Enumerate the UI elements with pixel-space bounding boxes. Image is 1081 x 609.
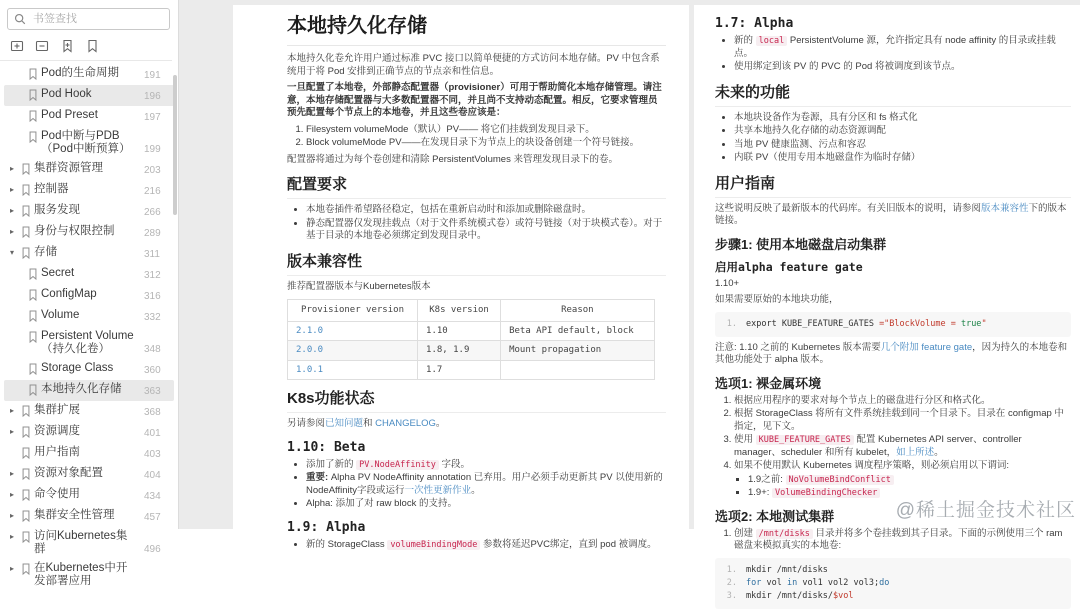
bookmark-icon: [86, 39, 99, 53]
table-cell: 1.8, 1.9: [418, 341, 501, 361]
bookmark-leaf-icon: [28, 131, 38, 143]
sidebar-item[interactable]: [4, 264, 174, 285]
text-run: 。: [435, 418, 446, 429]
text-run: 内联 PV（使用专用本地磁盘作为临时存储）: [734, 152, 921, 163]
doc-heading: 步骤1: 使用本地磁盘启动集群: [715, 236, 887, 252]
text-run: Filesystem volumeMode（默认）PV—— 将它们挂载到发现目录下。: [306, 123, 595, 135]
text-run: 这些说明反映了最新版本的代码库。有关旧版本的说明，请参阅: [715, 202, 982, 214]
inline-link[interactable]: 几个附加 feature gate: [880, 341, 973, 353]
text-run: ="BlockVolume =: [879, 318, 961, 329]
sidebar-item[interactable]: [4, 401, 174, 422]
watermark: @稀土掘金技术社区: [895, 500, 1076, 521]
inline-link[interactable]: 1.0.1: [296, 364, 324, 375]
doc-heading: 1.7: Alpha: [715, 16, 794, 31]
sidebar-item-page-number: 368: [144, 407, 161, 418]
text-run: 1.9+:: [748, 487, 773, 498]
doc-heading: 未来的功能: [715, 84, 1071, 107]
text-run: 添加了新的: [306, 458, 357, 470]
bookmark-leaf-icon: [21, 563, 31, 575]
inline-link[interactable]: 版本兼容性: [981, 202, 1029, 214]
text-run: 参数将延迟PVC绑定，直到 pod 被调度。: [480, 538, 657, 550]
bookmark-leaf-icon: [21, 531, 34, 545]
list-item: [748, 474, 1071, 487]
text-run: 新的 StorageClass: [306, 538, 388, 550]
list-item: [306, 218, 666, 243]
sidebar-item[interactable]: [4, 180, 174, 201]
inline-code: KUBE_FEATURE_GATES: [756, 435, 854, 445]
code-block: [715, 312, 1071, 337]
text-run: mkdir /mnt/disks/: [746, 590, 833, 601]
sidebar-item-page-number: 496: [144, 544, 161, 555]
sidebar-item[interactable]: [4, 222, 174, 243]
sidebar-item-page-number: 312: [144, 270, 161, 281]
sidebar-item[interactable]: [4, 243, 174, 264]
doc-list: [287, 124, 666, 150]
sidebar-item-page-number: 401: [144, 428, 161, 439]
list-item: [734, 460, 1071, 500]
text-run: mkdir /mnt/disks: [746, 564, 828, 575]
sidebar-item-label: 本地持久化存储: [41, 383, 122, 395]
search-icon: [14, 13, 26, 25]
text-run: 本地持久化卷允许用户通过标准 PVC 接口以简单便捷的方式访问本地存储。PV 中包含系统用于将 Pod 安排到正确节点的节点亲和性信息。: [287, 53, 660, 77]
doc-heading: 启用alpha feature gate: [715, 259, 863, 274]
sidebar-item-page-number: 289: [144, 228, 161, 239]
text-run: Block volumeMode PV——在发现目录下为节点上的块设备创建一个符号链接。: [306, 137, 640, 148]
add-bookmark-icon: [61, 39, 74, 53]
list-item: [734, 528, 1071, 553]
text-run: 字段。: [438, 458, 471, 470]
doc-paragraph: [287, 418, 666, 431]
sidebar-item[interactable]: [4, 380, 174, 401]
version-table: [287, 299, 655, 380]
bookmark-leaf-icon: [21, 247, 31, 259]
sidebar-item-label: Pod Preset: [41, 109, 98, 121]
doc-paragraph: [715, 278, 1071, 291]
list-item: [734, 152, 1071, 165]
text-run: 和: [363, 418, 376, 429]
text-run: 共享本地持久化存储的动态资源调配: [734, 125, 887, 136]
doc-list: [715, 528, 1071, 553]
list-item: [306, 137, 666, 150]
doc-paragraph: [287, 154, 666, 167]
list-item: [306, 472, 666, 497]
bookmark-leaf-icon: [21, 426, 34, 440]
chevron-right-icon[interactable]: ▸: [10, 206, 15, 215]
text-run: Alpha: 添加了对 raw block 的支持。: [306, 498, 457, 509]
bookmark-leaf-icon: [21, 447, 31, 459]
expand-all-button[interactable]: [9, 38, 25, 54]
text-run: 本地卷插件希望路径稳定，包括在重新启动时和添加或删除磁盘时。: [306, 204, 592, 215]
sidebar-item[interactable]: [4, 85, 174, 106]
chevron-right-icon[interactable]: ▸: [10, 490, 15, 499]
sidebar-item-page-number: 403: [144, 449, 161, 460]
text-run: 静态配置器仅发现挂载点（对于文件系统模式卷）或符号链接（对于块模式卷）。对于基于目录的本地卷必须绑定到发现目录中。: [306, 217, 663, 241]
doc-paragraph: [715, 294, 1071, 307]
doc-paragraph: [287, 82, 666, 120]
table-header-cell: K8s version: [418, 300, 501, 322]
bookmark-tree: [0, 61, 178, 587]
bookmark-leaf-icon: [21, 447, 34, 461]
sidebar-item-page-number: 216: [144, 186, 161, 197]
list-item: [306, 204, 666, 217]
bookmark-leaf-icon: [21, 163, 31, 175]
list-item: [306, 539, 666, 552]
sidebar-item-page-number: 311: [144, 249, 160, 260]
sidebar-item-label: 存储: [34, 246, 57, 258]
text-run: 使用: [734, 434, 756, 445]
sidebar-item-label: 身份与权限控制: [34, 225, 115, 237]
sidebar-item-label: Pod的生命周期: [41, 67, 119, 79]
sidebar-item-label: 用户指南: [34, 446, 80, 458]
inline-link[interactable]: 2.0.0: [296, 345, 324, 355]
bookmark-leaf-icon: [21, 563, 34, 577]
text-run: vol: [761, 577, 787, 588]
text-run: 本地块设备作为卷源，具有分区和 fs 格式化: [734, 111, 918, 123]
sidebar-item-label: 访问Kubernetes集群: [34, 530, 128, 555]
document-page-left: [233, 5, 689, 550]
chevron-right-icon[interactable]: ▸: [10, 511, 15, 520]
sidebar-item-label: Secret: [41, 267, 75, 279]
doc-paragraph: [715, 203, 1071, 228]
sidebar-item[interactable]: [4, 106, 174, 127]
sidebar-item-page-number: 199: [144, 144, 161, 155]
bookmark-leaf-icon: [28, 289, 41, 303]
bookmark-leaf-icon: [28, 384, 41, 398]
sidebar-item-page-number: 363: [144, 386, 161, 397]
text-run: 推荐配置器版本与Kubernetes版本: [287, 280, 431, 292]
bookmark-leaf-icon: [28, 331, 41, 345]
bookmark-leaf-icon: [28, 268, 41, 282]
bookmark-leaf-icon: [21, 405, 34, 419]
inline-link[interactable]: 已知问题: [325, 418, 364, 429]
table-header-cell: Provisioner version: [288, 300, 418, 322]
bookmark-leaf-icon: [28, 310, 41, 324]
text-run: 配置 Kubernetes API server、controller manager、scheduler 和所有 kubelet，: [734, 434, 1022, 458]
text-run: for: [746, 577, 762, 588]
bookmark-leaf-icon: [28, 68, 41, 82]
bookmark-leaf-icon: [28, 363, 41, 377]
sidebar-item-page-number: 266: [144, 207, 161, 218]
sidebar-item-label: Pod中断与PDB（Pod中断预算）: [41, 130, 131, 155]
text-run: true: [960, 318, 982, 329]
list-item: [734, 434, 1071, 459]
sidebar-item-page-number: 203: [144, 165, 161, 176]
text-run: ，因为持久的本地卷和其他功能处于 alpha 版本。: [715, 341, 1068, 365]
bookmark-leaf-icon: [21, 226, 34, 240]
code-line: [719, 577, 1063, 590]
bookmark-leaf-icon: [21, 510, 34, 524]
line-number: 1.: [726, 318, 737, 329]
text-run: 新的: [734, 35, 756, 46]
text-run: 目录并将多个卷挂载到其子目录。下面的示例使用三个 ram 磁盘来模拟真实的本地卷:: [734, 527, 1063, 551]
bookmark-leaf-icon: [28, 110, 41, 124]
bookmark-leaf-icon: [21, 426, 31, 438]
list-item: [734, 395, 1071, 408]
list-item: [306, 498, 666, 511]
doc-list: [715, 35, 1071, 74]
bookmark-leaf-icon: [28, 68, 38, 80]
chevron-right-icon[interactable]: ▸: [10, 427, 15, 436]
text-run: Alpha PV NodeAffinity annotation 已弃用。用户必须手动更新其 PV 以使用新的 NodeAffinity字段或运行: [306, 472, 663, 496]
sidebar-item-label: Pod Hook: [41, 88, 92, 100]
table-header-cell: Reason: [501, 300, 655, 322]
sidebar-item-label: 集群扩展: [34, 404, 80, 416]
bookmark-leaf-icon: [28, 289, 38, 301]
sidebar-item-page-number: 316: [144, 291, 161, 302]
code-block: [715, 558, 1071, 609]
doc-list: [287, 459, 666, 511]
sidebar-item-page-number: 404: [144, 470, 161, 481]
doc-paragraph: [715, 342, 1071, 367]
bookmark-leaf-icon: [21, 163, 34, 177]
list-item: [734, 112, 1071, 125]
doc-list: [715, 112, 1071, 165]
sidebar-item-label: Storage Class: [41, 362, 114, 374]
sidebar-item-page-number: 360: [144, 365, 161, 376]
text-run: vol1 vol2 vol3;: [797, 577, 880, 588]
bookmark-leaf-icon: [21, 205, 31, 217]
inline-code: VolumeBindingChecker: [772, 488, 880, 498]
list-item: [306, 459, 666, 472]
sidebar-item[interactable]: [4, 127, 174, 159]
code-line: [719, 590, 1063, 603]
inline-link[interactable]: CHANGELOG: [375, 418, 436, 429]
sidebar-item-label: Persistent Volume（持久化卷）: [41, 330, 134, 355]
text-run: 如果不使用默认 Kubernetes 调度程序策略，则必须启用以下谓词:: [734, 460, 1010, 471]
sidebar-item-label: 在Kubernetes中开发部署应用: [34, 562, 128, 587]
chevron-right-icon[interactable]: ▸: [10, 227, 15, 236]
doc-paragraph: [287, 281, 666, 294]
inline-link[interactable]: 2.1.0: [296, 325, 324, 336]
bookmark-button[interactable]: [84, 38, 100, 54]
doc-list: [287, 539, 666, 552]
sidebar-item[interactable]: [4, 506, 174, 527]
table-cell: [288, 341, 418, 361]
sidebar-item-label: ConfigMap: [41, 288, 97, 300]
list-item: [734, 408, 1071, 433]
bookmark-leaf-icon: [28, 89, 38, 101]
chevron-right-icon[interactable]: ▸: [10, 185, 15, 194]
bookmark-sidebar: [0, 0, 178, 587]
inline-code: volumeBindingMode: [387, 540, 480, 550]
line-number: 3.: [726, 590, 737, 601]
text-run: 当地 PV 健康监测、污点和容忍: [734, 138, 866, 150]
bookmark-leaf-icon: [21, 489, 34, 503]
collapse-all-button[interactable]: [34, 38, 50, 54]
bookmark-leaf-icon: [28, 110, 38, 122]
list-item: [734, 125, 1071, 138]
text-run: 如果需要原始的本地块功能，: [715, 294, 839, 305]
sidebar-item-page-number: 197: [144, 112, 161, 123]
doc-list: [715, 395, 1071, 500]
doc-list: [287, 204, 666, 243]
sidebar-item[interactable]: [4, 327, 174, 359]
bookmark-leaf-icon: [28, 331, 38, 343]
list-item: [734, 35, 1071, 60]
sidebar-item-page-number: 348: [144, 344, 161, 355]
bookmark-leaf-icon: [28, 268, 38, 280]
chevron-right-icon[interactable]: ▸: [10, 164, 15, 173]
doc-heading: 配置要求: [287, 176, 666, 199]
text-run: 创建: [734, 527, 756, 539]
sidebar-item-label: 服务发现: [34, 204, 80, 216]
text-run: 。: [934, 446, 944, 458]
bookmark-leaf-icon: [21, 510, 31, 522]
document-page-right: [694, 5, 1081, 601]
doc-heading: 版本兼容性: [287, 253, 666, 276]
line-number: 2.: [726, 577, 737, 588]
bookmark-leaf-icon: [21, 489, 31, 501]
sidebar-item[interactable]: [4, 464, 174, 485]
sidebar-scrollbar[interactable]: [173, 75, 177, 215]
table-row: [288, 360, 655, 380]
doc-heading: 本地持久化存储: [287, 14, 666, 46]
inline-code: /mnt/disks: [756, 529, 813, 539]
inline-link[interactable]: 一次性更新作业: [404, 484, 472, 496]
doc-heading: 选项1: 裸金属环境: [715, 375, 822, 391]
table-cell: [288, 360, 418, 380]
chevron-right-icon[interactable]: ▸: [10, 564, 15, 573]
text-run: 一旦配置了本地卷，外部静态配置器（provisioner）可用于帮助简化本地存储管理。请注意，本地存储配置器与大多数配置器不同，并且尚不支持动态配置。相反，它要求管理员预先配置每个节点上的本地卷，并且这些卷应该是：: [287, 82, 662, 118]
bookmark-toolbar: [0, 30, 172, 61]
text-run: in: [786, 577, 798, 588]
line-number: 1.: [726, 564, 737, 575]
table-row: [288, 341, 655, 361]
sidebar-item[interactable]: [4, 64, 174, 85]
sidebar-item[interactable]: [4, 559, 174, 591]
sidebar-item[interactable]: [4, 485, 174, 506]
text-run: ": [981, 318, 987, 329]
sidebar-item-label: 资源对象配置: [34, 467, 103, 479]
table-cell: [288, 321, 418, 341]
bookmark-leaf-icon: [21, 468, 34, 482]
bookmark-leaf-icon: [21, 468, 31, 480]
doc-heading: 1.9: Alpha: [287, 519, 366, 535]
sidebar-item-label: 命令使用: [34, 488, 80, 500]
text-run: export KUBE_FEATURE_GATES: [746, 318, 880, 329]
table-cell: 1.10: [418, 321, 501, 341]
text-run: 下的版本链接。: [715, 202, 1067, 226]
text-run: 重要:: [306, 472, 331, 483]
sidebar-item[interactable]: [4, 306, 174, 327]
bookmark-leaf-icon: [21, 247, 34, 261]
sidebar-item-page-number: 434: [144, 491, 161, 502]
text-run: $vol: [833, 590, 854, 601]
chevron-down-icon[interactable]: ▾: [10, 248, 15, 257]
bookmark-search-box[interactable]: [7, 8, 170, 30]
chevron-right-icon[interactable]: ▸: [10, 469, 15, 478]
text-run: 1.10+: [715, 277, 740, 289]
bookmark-leaf-icon: [21, 226, 31, 238]
bookmark-leaf-icon: [21, 205, 34, 219]
code-line: [719, 564, 1063, 577]
text-run: 根据 StorageClass 将所有文件系统挂载到同一个目录下。目录在 configmap 中指定，见下文。: [734, 408, 1064, 432]
inline-link[interactable]: 如上所述: [896, 446, 935, 458]
text-run: PersistentVolume 源，允许指定具有 node affinity 的目录或挂载点。: [734, 35, 1056, 59]
text-run: 配置器将通过为每个卷创建和清除 PersistentVolumes 来管理发现目录下的卷。: [287, 153, 618, 165]
sidebar-item-label: 控制器: [34, 183, 69, 195]
sidebar-item-page-number: 196: [144, 91, 161, 102]
sidebar-item-label: Volume: [41, 309, 80, 321]
list-item: [734, 139, 1071, 152]
sidebar-item-label: 资源调度: [34, 425, 80, 437]
sidebar-item[interactable]: [4, 443, 174, 464]
chevron-right-icon[interactable]: ▸: [10, 406, 15, 415]
sidebar-item[interactable]: [4, 285, 174, 306]
table-cell: Mount propagation: [501, 341, 655, 361]
bookmark-leaf-icon: [28, 131, 41, 145]
sidebar-item-page-number: 191: [144, 70, 161, 81]
text-run: do: [879, 577, 890, 588]
sidebar-item-label: 集群安全性管理: [34, 509, 115, 521]
inline-code: local: [756, 36, 788, 46]
list-item: [306, 124, 666, 137]
text-run: 使用绑定到该 PV 的 PVC 的 Pod 将被调度到该节点。: [734, 61, 961, 72]
sidebar-item[interactable]: [4, 359, 174, 380]
doc-heading: 1.10: Beta: [287, 439, 366, 455]
inline-code: PV.NodeAffinity: [356, 460, 439, 470]
text-run: 根据应用程序的要求对每个节点上的磁盘进行分区和格式化。: [734, 394, 991, 406]
doc-heading: 用户指南: [715, 175, 1071, 198]
text-run: 1.9之前:: [748, 473, 786, 485]
table-cell: 1.7: [418, 360, 501, 380]
bookmark-leaf-icon: [21, 405, 31, 417]
search-input[interactable]: [31, 12, 163, 26]
sidebar-item[interactable]: [4, 159, 174, 180]
collapse-all-icon: [35, 39, 49, 53]
bookmark-leaf-icon: [21, 184, 31, 196]
doc-heading: K8s功能状态: [287, 390, 666, 413]
table-cell: Beta API default, block: [501, 321, 655, 341]
list-item: [734, 61, 1071, 74]
text-run: 。: [471, 484, 481, 496]
document-viewer: [178, 0, 1080, 601]
chevron-right-icon[interactable]: ▸: [10, 532, 15, 541]
expand-all-icon: [10, 39, 24, 53]
bookmark-leaf-icon: [28, 89, 41, 103]
bookmark-leaf-icon: [21, 531, 31, 543]
inline-code: NoVolumeBindConflict: [786, 475, 894, 485]
sidebar-item-label: 集群资源管理: [34, 162, 103, 174]
text-run: 另请参阅: [287, 418, 326, 429]
bookmark-leaf-icon: [28, 384, 38, 396]
table-cell: [501, 360, 655, 380]
sidebar-item[interactable]: [4, 527, 174, 559]
add-bookmark-button[interactable]: [59, 38, 75, 54]
code-line: [719, 318, 1063, 331]
bookmark-leaf-icon: [28, 310, 38, 322]
sidebar-item-page-number: 457: [144, 512, 161, 523]
text-run: 注意: 1.10 之前的 Kubernetes 版本需要: [715, 341, 881, 353]
sidebar-item-page-number: 332: [144, 312, 161, 323]
table-row: [288, 321, 655, 341]
doc-heading: 选项2: 本地测试集群: [715, 508, 835, 524]
bookmark-leaf-icon: [28, 363, 38, 375]
sidebar-item[interactable]: [4, 201, 174, 222]
sidebar-item[interactable]: [4, 422, 174, 443]
bookmark-leaf-icon: [21, 184, 34, 198]
doc-paragraph: [287, 53, 666, 78]
